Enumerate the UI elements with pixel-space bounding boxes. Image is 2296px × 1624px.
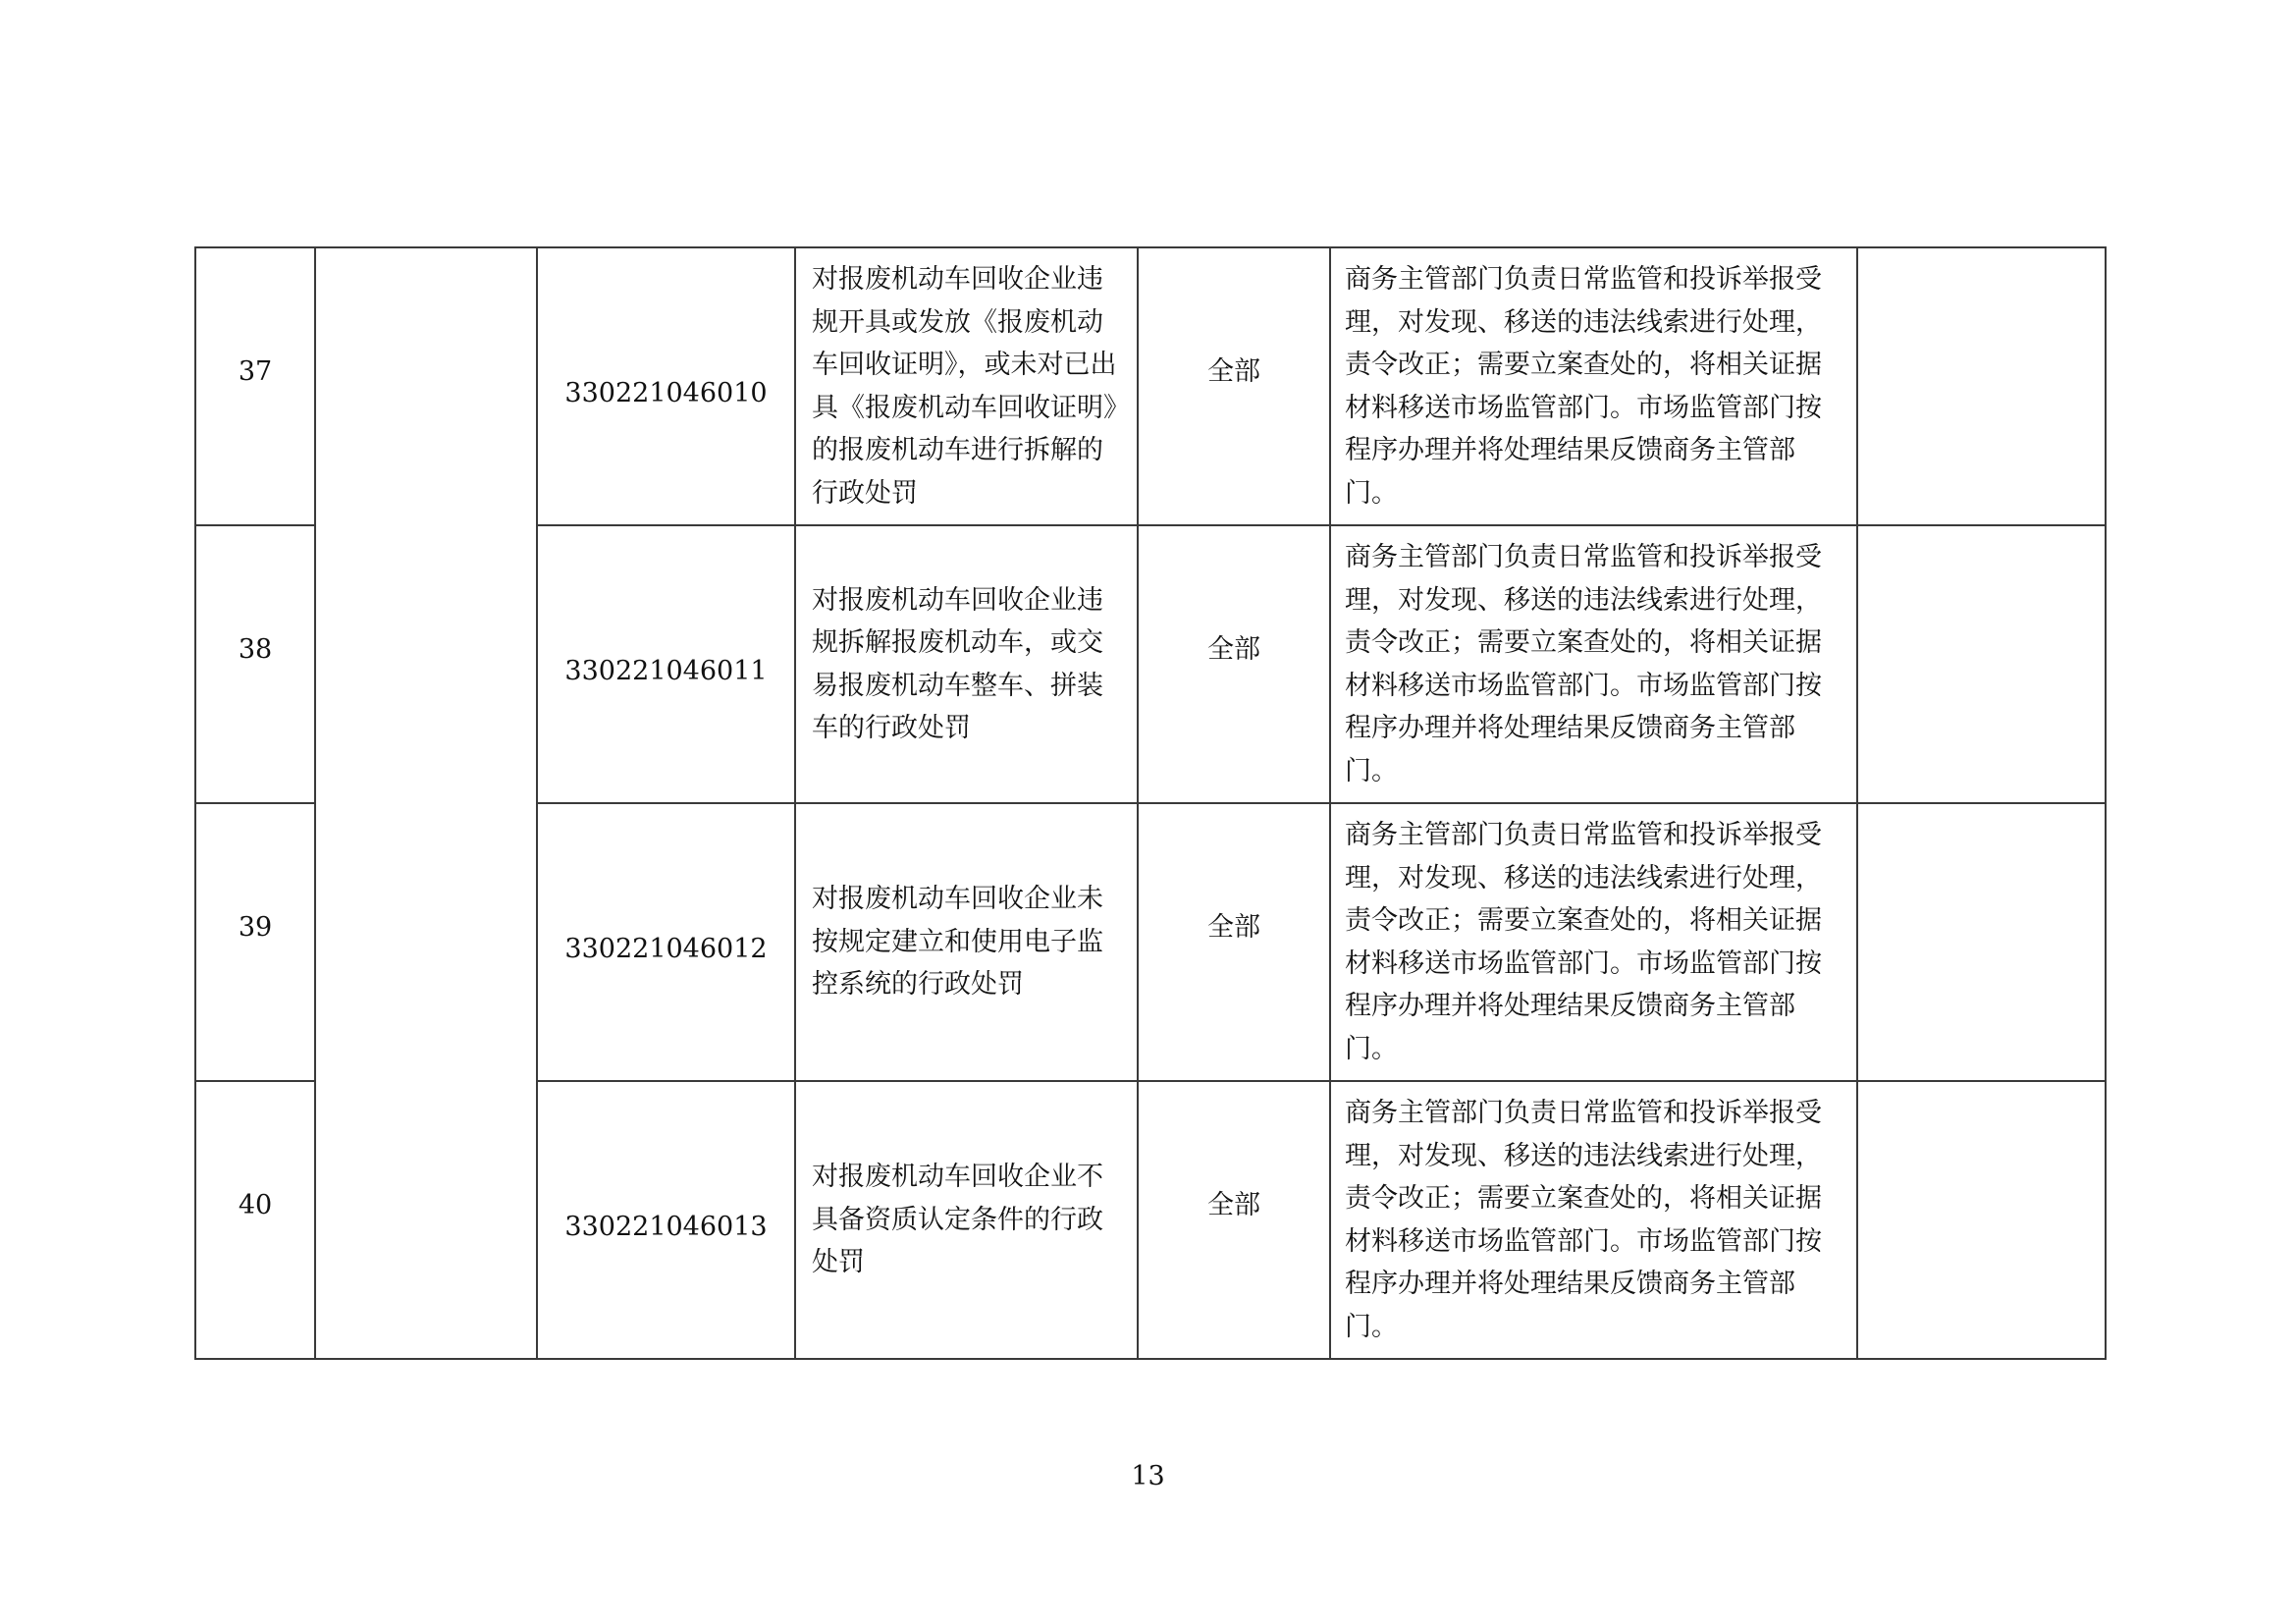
item-code-cell — [537, 803, 795, 1081]
items-table — [194, 246, 2107, 1360]
item-code: 330221046010 — [564, 377, 768, 408]
item-code-cell — [537, 525, 795, 803]
row-number: 37 — [238, 355, 273, 387]
item-name: 对报废机动车回收企业违规开具或发放《报废机动车回收证明》，或未对已出具《报废机动车回收证明》的报废机动车进行拆解的行政处罚 — [812, 264, 1117, 509]
row-number: 40 — [238, 1189, 273, 1220]
item-name-cell — [795, 525, 1138, 803]
scope-cell — [1138, 803, 1330, 1081]
item-name: 对报废机动车回收企业未按规定建立和使用电子监控系统的行政处罚 — [812, 884, 1103, 1001]
row-number: 38 — [238, 633, 273, 665]
item-code: 330221046013 — [564, 1211, 768, 1242]
item-code: 330221046011 — [564, 655, 768, 686]
description: 商务主管部门负责日常监管和投诉举报受理，对发现、移送的违法线索进行处理，责令改正；需要立案查处的，将相关证据材料移送市场监管部门。市场监管部门按程序办理并将处理结果反馈商务主管部门。 — [1345, 264, 1822, 509]
description-cell — [1330, 803, 1857, 1081]
description: 商务主管部门负责日常监管和投诉举报受理，对发现、移送的违法线索进行处理，责令改正；需要立案查处的，将相关证据材料移送市场监管部门。市场监管部门按程序办理并将处理结果反馈商务主管部门。 — [1345, 820, 1822, 1064]
scope-cell — [1138, 1081, 1330, 1359]
description: 商务主管部门负责日常监管和投诉举报受理，对发现、移送的违法线索进行处理，责令改正；需要立案查处的，将相关证据材料移送市场监管部门。市场监管部门按程序办理并将处理结果反馈商务主管部门。 — [1345, 542, 1822, 786]
row-number: 39 — [238, 911, 273, 943]
description: 商务主管部门负责日常监管和投诉举报受理，对发现、移送的违法线索进行处理，责令改正；需要立案查处的，将相关证据材料移送市场监管部门。市场监管部门按程序办理并将处理结果反馈商务主管部门。 — [1345, 1098, 1822, 1342]
scope: 全部 — [1207, 1189, 1260, 1220]
description-cell — [1330, 247, 1857, 525]
item-name-cell — [795, 803, 1138, 1081]
row-number-cell — [195, 1081, 315, 1359]
scope: 全部 — [1207, 633, 1260, 665]
item-code: 330221046012 — [564, 933, 768, 964]
merged-category-cell — [315, 247, 537, 1359]
row-number-cell — [195, 803, 315, 1081]
scope-cell — [1138, 247, 1330, 525]
remark-cell — [1857, 1081, 2106, 1359]
scope: 全部 — [1207, 911, 1260, 943]
scope-cell — [1138, 525, 1330, 803]
description-cell — [1330, 525, 1857, 803]
description-cell — [1330, 1081, 1857, 1359]
remark-cell — [1857, 525, 2106, 803]
item-code-cell — [537, 247, 795, 525]
item-name: 对报废机动车回收企业违规拆解报废机动车，或交易报废机动车整车、拼装车的行政处罚 — [812, 584, 1103, 743]
scope: 全部 — [1207, 355, 1260, 387]
table-row — [195, 247, 2106, 525]
item-code-cell — [537, 1081, 795, 1359]
page-number: 13 — [1131, 1461, 1165, 1491]
remark-cell — [1857, 247, 2106, 525]
item-name: 对报废机动车回收企业不具备资质认定条件的行政处罚 — [812, 1162, 1103, 1278]
item-name-cell — [795, 247, 1138, 525]
item-name-cell — [795, 1081, 1138, 1359]
remark-cell — [1857, 803, 2106, 1081]
row-number-cell — [195, 247, 315, 525]
row-number-cell — [195, 525, 315, 803]
